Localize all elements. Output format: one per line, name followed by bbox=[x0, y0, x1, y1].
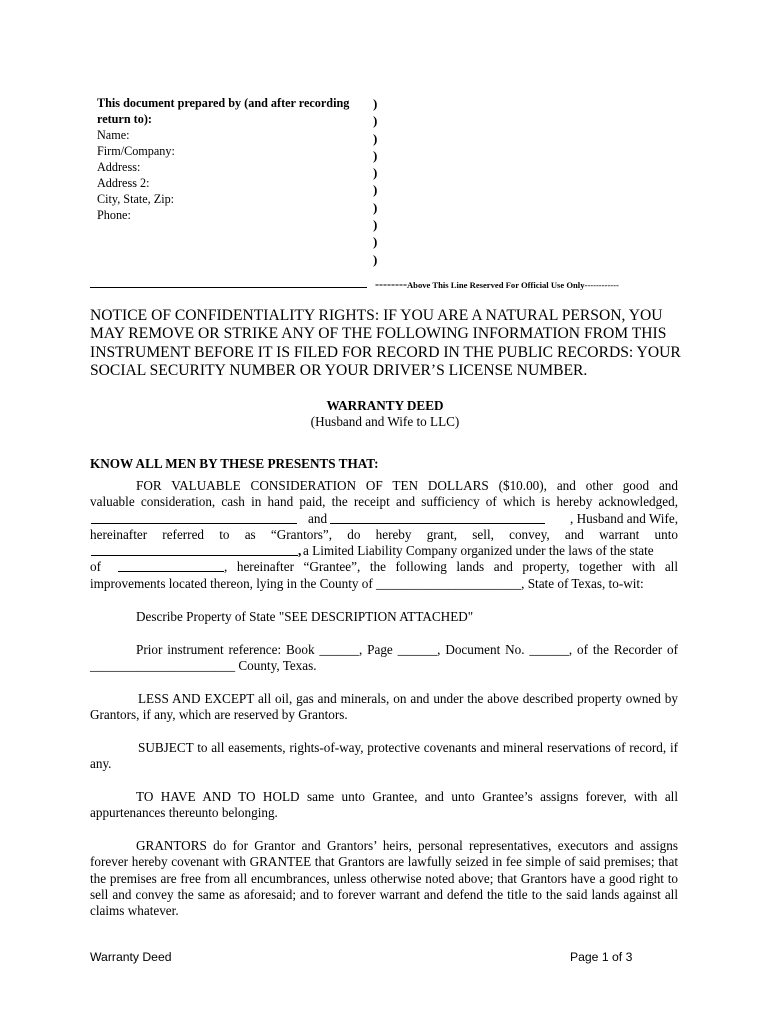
grantee-text: , hereinafter “Grantee”, the following lands and property, together with all bbox=[224, 559, 678, 575]
grantee-llc-line bbox=[90, 543, 678, 559]
reserved-text: Above This Line Reserved For Official Use Only bbox=[406, 280, 585, 290]
of-word: of bbox=[90, 559, 101, 575]
consideration-paragraph bbox=[90, 478, 678, 592]
grantor-names-line bbox=[90, 511, 678, 527]
prior-instrument-line: Prior instrument reference: Book ______, Page ______, Document No. ______, of the Recorder of bbox=[136, 642, 678, 657]
consideration-line: hereinafter referred to as “Grantors”, do hereby grant, sell, convey, and warrant unto bbox=[90, 526, 678, 542]
prior-instrument-line: ______________________ County, Texas. bbox=[90, 658, 317, 674]
prepared-by-block bbox=[97, 95, 372, 223]
recording-divider-line bbox=[90, 287, 367, 288]
less-and-except-paragraph: LESS AND EXCEPT all oil, gas and minerals, on and under the above described property owned by Grantors, if any, which are reserved by Grantors. bbox=[90, 691, 678, 723]
address-field-label: Address: bbox=[97, 160, 141, 174]
bracket: ) bbox=[373, 130, 378, 146]
document-subtitle: (Husband and Wife to LLC) bbox=[310, 414, 460, 429]
address2-field-label: Address 2: bbox=[97, 176, 150, 190]
county-line: improvements located thereon, lying in the County of ______________________, State of Texas, to-wit: bbox=[90, 575, 644, 591]
bracket: ) bbox=[373, 147, 378, 163]
state-blank[interactable] bbox=[118, 560, 224, 572]
to-have-and-to-hold-paragraph: TO HAVE AND TO HOLD same unto Grantee, and unto Grantee’s assigns forever, with all appurtenances thereunto belonging. bbox=[90, 789, 678, 821]
bracket: ) bbox=[373, 182, 378, 198]
prepared-by-heading-line1: This document prepared by (and after recording bbox=[97, 96, 350, 110]
grantor-1-blank[interactable] bbox=[91, 512, 297, 524]
prepared-by-heading-line2: return to): bbox=[97, 112, 152, 126]
prior-instrument-reference bbox=[90, 642, 678, 675]
city-state-zip-field-label: City, State, Zip: bbox=[97, 192, 175, 206]
footer-page-number: Page 1 of 3 bbox=[570, 950, 633, 964]
bracket-column bbox=[373, 95, 385, 268]
llc-text: a Limited Liability Company organized under the laws of the state bbox=[303, 543, 654, 559]
firm-field-label: Firm/Company: bbox=[97, 144, 175, 158]
bracket: ) bbox=[373, 199, 378, 215]
bracket: ) bbox=[373, 217, 378, 233]
and-word: and bbox=[308, 510, 328, 526]
state-line bbox=[90, 559, 678, 575]
reserved-dashes-left: -------- bbox=[375, 277, 407, 291]
consideration-line: valuable consideration, cash in hand paid, the receipt and sufficiency of which is hereby acknowledged, bbox=[90, 494, 678, 510]
document-title: WARRANTY DEED bbox=[326, 398, 444, 413]
describe-property: Describe Property of State "SEE DESCRIPTION ATTACHED" bbox=[136, 609, 474, 624]
know-all-men-heading: KNOW ALL MEN BY THESE PRESENTS THAT: bbox=[90, 456, 379, 471]
consideration-line: FOR VALUABLE CONSIDERATION OF TEN DOLLARS ($10.00), and other good and bbox=[136, 478, 678, 493]
bracket: ) bbox=[373, 113, 378, 129]
name-field-label: Name: bbox=[97, 128, 130, 142]
subject-to-paragraph: SUBJECT to all easements, rights-of-way, protective covenants and mineral reservations of record, if any. bbox=[90, 740, 678, 772]
footer-document-name: Warranty Deed bbox=[90, 950, 172, 964]
phone-field-label: Phone: bbox=[97, 208, 131, 222]
confidentiality-notice: NOTICE OF CONFIDENTIALITY RIGHTS: IF YOU ARE A NATURAL PERSON, YOU MAY REMOVE OR STRIKE ANY OF THE FOLLOWING INFORMATION FROM THIS INSTRUMENT BEFORE IT IS FILED FOR RECORD IN THE PUBLIC RECORDS: YOUR SOCIAL SECURITY NUMBER OR YOUR DRIVER’S LICENSE NUMBER. bbox=[90, 307, 681, 380]
bracket: ) bbox=[373, 234, 378, 250]
bracket: ) bbox=[373, 96, 378, 111]
bracket: ) bbox=[373, 165, 378, 181]
grantor-2-blank[interactable] bbox=[330, 512, 545, 524]
grantors-covenant-paragraph: GRANTORS do for Grantor and Grantors’ heirs, personal representatives, executors and assigns forever hereby covenant with GRANTEE that Grantors are lawfully seized in fee simple of said premises; that the premises are free from all encumbrances, unless otherwise noted above; that Grantors have a good right to sell and convey the same as aforesaid; and to forever warrant and defend the title to the said lands against all claims whatever. bbox=[90, 838, 678, 919]
reserved-dashes-right: ------------ bbox=[584, 280, 619, 290]
husband-and-wife-text: , Husband and Wife, bbox=[570, 510, 678, 526]
grantee-llc-blank[interactable] bbox=[91, 544, 298, 556]
bracket: ) bbox=[373, 251, 378, 267]
llc-comma: , bbox=[298, 543, 302, 559]
official-use-reserved-note bbox=[375, 277, 619, 292]
